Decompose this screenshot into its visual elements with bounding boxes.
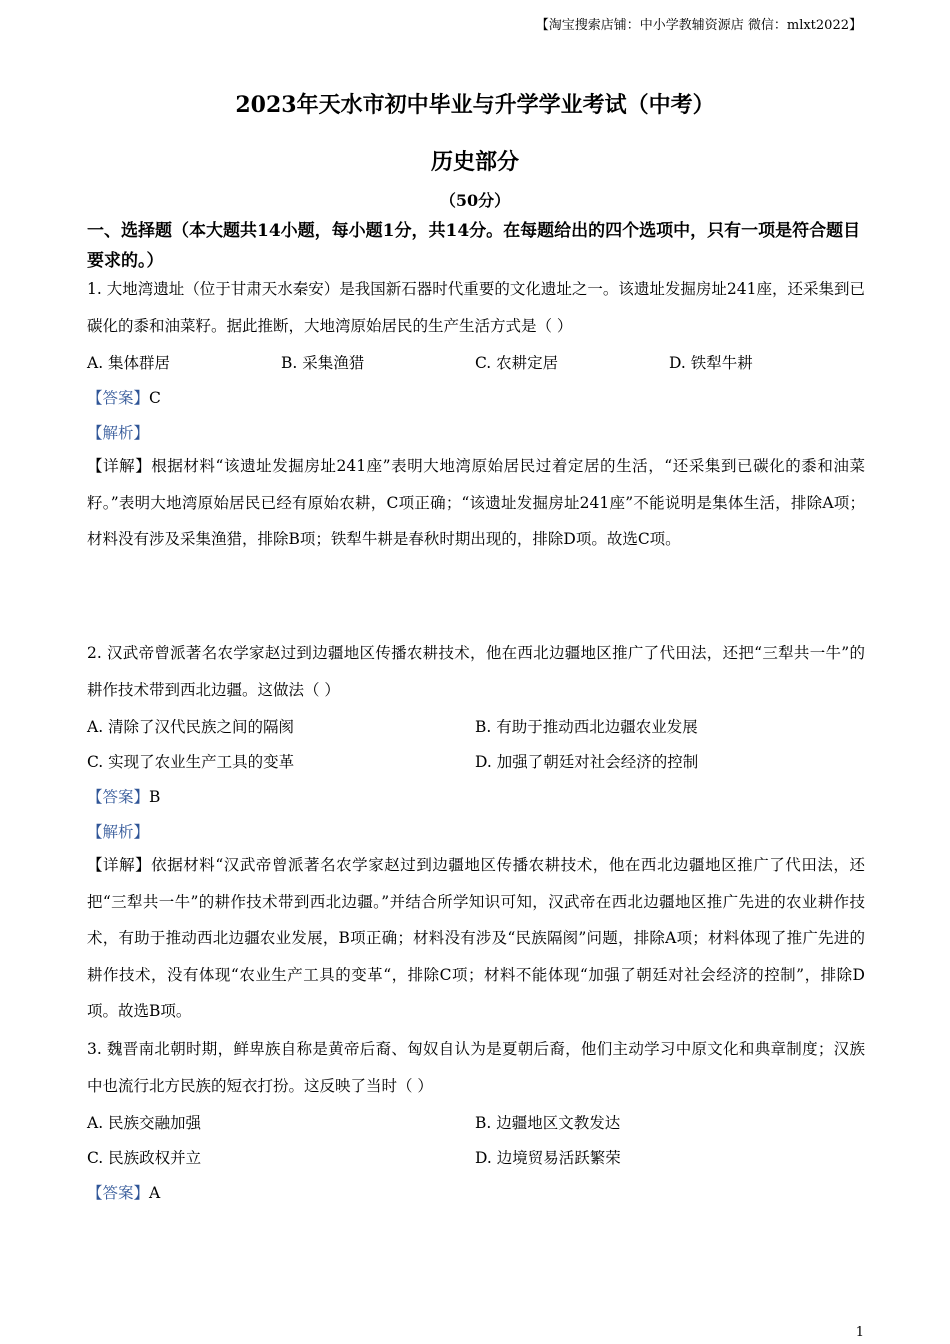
- detail-label: 【详解】: [87, 856, 152, 874]
- header-note: 【淘宝搜索店铺：中小学教辅资源店 微信：mlxt2022】: [535, 18, 862, 33]
- question-2-option-b: B. 有助于推动西北边疆农业发展: [475, 718, 698, 736]
- detail-text: 根据材料“该遗址发掘房址241座”表明大地湾原始居民过着定居的生活，“还采集到已碳化的黍和油菜籽。”表明大地湾原始居民已经有原始农耕，C项正确；“该遗址发掘房址241座”不能说明是集体生活，排除A项；材料没有涉及采集渔猎，排除B项；铁犁牛耕是春秋时期出现的，排除D项。故选C项。: [87, 457, 865, 548]
- question-3-option-a: A. 民族交融加强: [87, 1114, 202, 1132]
- question-3-option-b: B. 边疆地区文教发达: [475, 1114, 621, 1132]
- detail-label: 【详解】: [87, 457, 152, 475]
- question-3-option-c: C. 民族政权并立: [87, 1149, 202, 1167]
- question-1-option-c: C. 农耕定居: [475, 354, 559, 372]
- question-1-stem: 1. 大地湾遗址（位于甘肃天水秦安）是我国新石器时代重要的文化遗址之一。该遗址发掘房址241座，还采集到已碳化的黍和油菜籽。据此推断，大地湾原始居民的生产生活方式是（ ）: [87, 280, 865, 335]
- question-2-option-a: A. 清除了汉代民族之间的隔阂: [87, 718, 295, 736]
- question-2-detail: [87, 847, 865, 1030]
- question-2-analysis: [87, 820, 149, 842]
- question-1-answer: [87, 386, 161, 408]
- question-2-stem: 2. 汉武帝曾派著名农学家赵过到边疆地区传播农耕技术，他在西北边疆地区推广了代田法，还把“三犁共一牛”的耕作技术带到西北边疆。这做法（ ）: [87, 644, 865, 699]
- exam-score: （50分）: [439, 191, 511, 210]
- question-1-detail: [87, 448, 865, 558]
- page-number: 1: [855, 1325, 864, 1340]
- answer-value: A: [149, 1184, 161, 1202]
- answer-label: 【答案】: [87, 1184, 150, 1202]
- answer-label: 【答案】: [87, 788, 150, 806]
- question-3-option-d: D. 边境贸易活跃繁荣: [475, 1149, 621, 1167]
- question-2-option-c: C. 实现了农业生产工具的变革: [87, 753, 295, 771]
- section-heading: 一、选择题（本大题共14小题，每小题1分，共14分。在每题给出的四个选项中，只有一项是符合题目要求的。）: [87, 221, 861, 271]
- answer-value: B: [149, 788, 161, 806]
- question-2-option-d: D. 加强了朝廷对社会经济的控制: [475, 753, 699, 771]
- question-1-option-b: B. 采集渔猎: [281, 354, 365, 372]
- answer-value: C: [149, 389, 161, 407]
- question-1-analysis: [87, 421, 149, 443]
- exam-title: 2023年天水市初中毕业与升学学业考试（中考）: [235, 92, 715, 118]
- question-3-stem: 3. 魏晋南北朝时期，鲜卑族自称是黄帝后裔、匈奴自认为是夏朝后裔，他们主动学习中原文化和典章制度；汉族中也流行北方民族的短衣打扮。这反映了当时（ ）: [87, 1040, 865, 1095]
- question-3-answer: [87, 1181, 160, 1203]
- question-1-option-d: D. 铁犁牛耕: [669, 354, 753, 372]
- answer-label: 【答案】: [87, 389, 150, 407]
- question-1-option-a: A. 集体群居: [87, 354, 171, 372]
- exam-subtitle: 历史部分: [430, 149, 519, 175]
- detail-text: 依据材料“汉武帝曾派著名农学家赵过到边疆地区传播农耕技术，他在西北边疆地区推广了代田法，还把“三犁共一牛”的耕作技术带到西北边疆。”并结合所学知识可知，汉武帝在西北边疆地区推广先进的农业耕作技术，有助于推动西北边疆农业发展，B项正确；材料没有涉及“民族隔阂”问题，排除A项；材料体现了推广先进的耕作技术，没有体现“农业生产工具的变革“，排除C项；材料不能体现“加强了朝廷对社会经济的控制”，排除D项。故选B项。: [87, 856, 865, 1020]
- analysis-label: 【解析】: [87, 424, 150, 442]
- question-2-answer: [87, 785, 160, 807]
- analysis-label: 【解析】: [87, 823, 150, 841]
